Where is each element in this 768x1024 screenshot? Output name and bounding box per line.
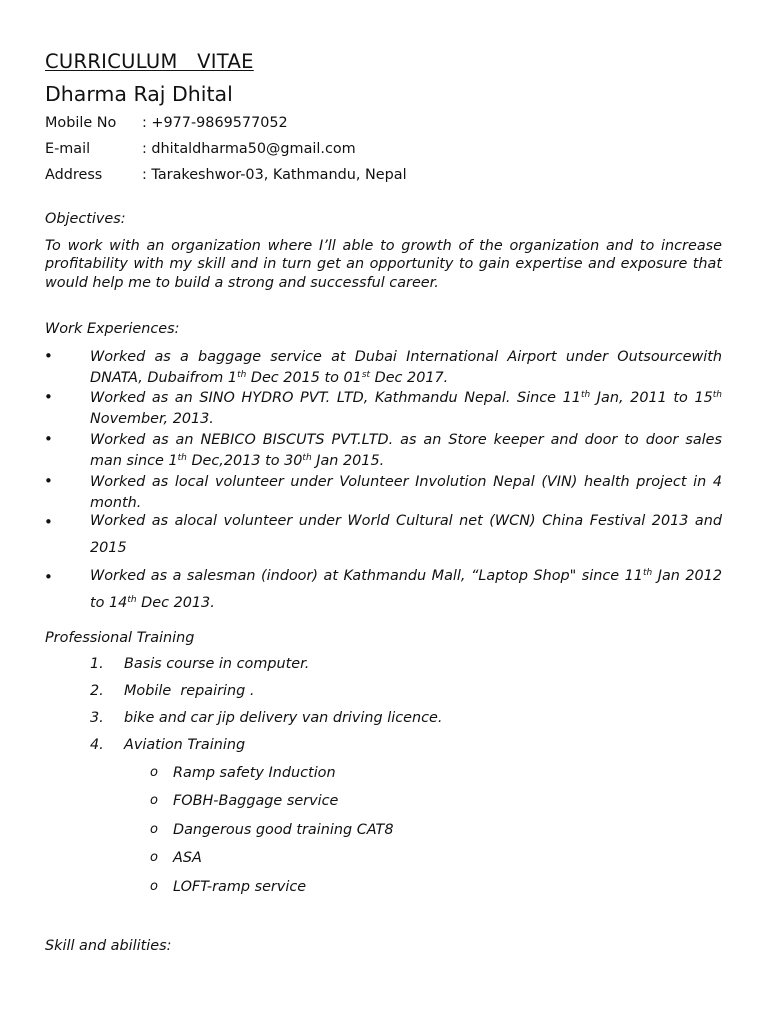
training-text: Basis course in computer. — [124, 656, 310, 672]
contact-value: : dhitaldharma50@gmail.com — [142, 141, 356, 157]
circle-bullet-icon: o — [150, 850, 158, 865]
aviation-sub-text: LOFT-ramp service — [173, 879, 307, 895]
document-title: CURRICULUM VITAE — [45, 50, 254, 73]
work-item-text: Worked as a baggage service at Dubai International Airport under Outsourcewith DNATA, Dubaifrom 1th Dec 2015 to 01st Dec 2017. — [90, 349, 722, 386]
contact-value: : +977-9869577052 — [142, 115, 288, 131]
work-item-text: Worked as local volunteer under Volunteer Involution Nepal (VIN) health project in 4 month. — [90, 474, 722, 511]
work-experience-heading: Work Experiences: — [45, 321, 180, 337]
cv-page — [45, 0, 722, 1024]
work-item-text: Worked as an SINO HYDRO PVT. LTD, Kathmandu Nepal. Since 11th Jan, 2011 to 15th November, 2013. — [90, 390, 722, 427]
bullet-icon: • — [44, 430, 53, 448]
circle-bullet-icon: o — [150, 822, 158, 837]
candidate-name: Dharma Raj Dhital — [45, 82, 233, 106]
aviation-sub-text: ASA — [173, 850, 202, 866]
training-heading: Professional Training — [45, 630, 195, 646]
training-number: 3. — [90, 710, 104, 726]
contact-label: E-mail — [45, 141, 91, 157]
bullet-icon: • — [44, 568, 53, 586]
aviation-sub-text: Dangerous good training CAT8 — [173, 822, 394, 838]
work-item-text: Worked as an NEBICO BISCUTS PVT.LTD. as an Store keeper and door to door sales man since 1th Dec,2013 to 30th Jan 2015. — [90, 432, 722, 469]
training-text: bike and car jip delivery van driving licence. — [124, 710, 443, 726]
contact-value: : Tarakeshwor-03, Kathmandu, Nepal — [142, 167, 407, 183]
contact-label: Mobile No — [45, 115, 117, 131]
circle-bullet-icon: o — [150, 765, 158, 780]
training-text: Aviation Training — [124, 737, 246, 753]
skills-heading: Skill and abilities: — [45, 938, 172, 954]
circle-bullet-icon: o — [150, 793, 158, 808]
aviation-sub-text: FOBH-Baggage service — [173, 793, 339, 809]
training-number: 4. — [90, 737, 104, 753]
work-item-text: Worked as alocal volunteer under World Cultural net (WCN) China Festival 2013 and 2015 — [90, 513, 722, 556]
training-number: 1. — [90, 656, 104, 672]
circle-bullet-icon: o — [150, 879, 158, 894]
work-item-text: Worked as a salesman (indoor) at Kathmandu Mall, “Laptop Shop" since 11th Jan 2012 to 14th Dec 2013. — [90, 568, 722, 611]
training-text: Mobile repairing . — [124, 683, 255, 699]
bullet-icon: • — [44, 388, 53, 406]
contact-label: Address — [45, 167, 103, 183]
aviation-sub-text: Ramp safety Induction — [173, 765, 336, 781]
objectives-heading: Objectives: — [45, 211, 126, 227]
bullet-icon: • — [44, 513, 53, 531]
objectives-text: To work with an organization where I’ll able to growth of the organization and to increase profitability with my skill and in turn get an opportunity to gain expertise and exposure that would help me to build a strong and successful career. — [45, 238, 722, 291]
training-number: 2. — [90, 683, 104, 699]
bullet-icon: • — [44, 472, 53, 490]
bullet-icon: • — [44, 347, 53, 365]
